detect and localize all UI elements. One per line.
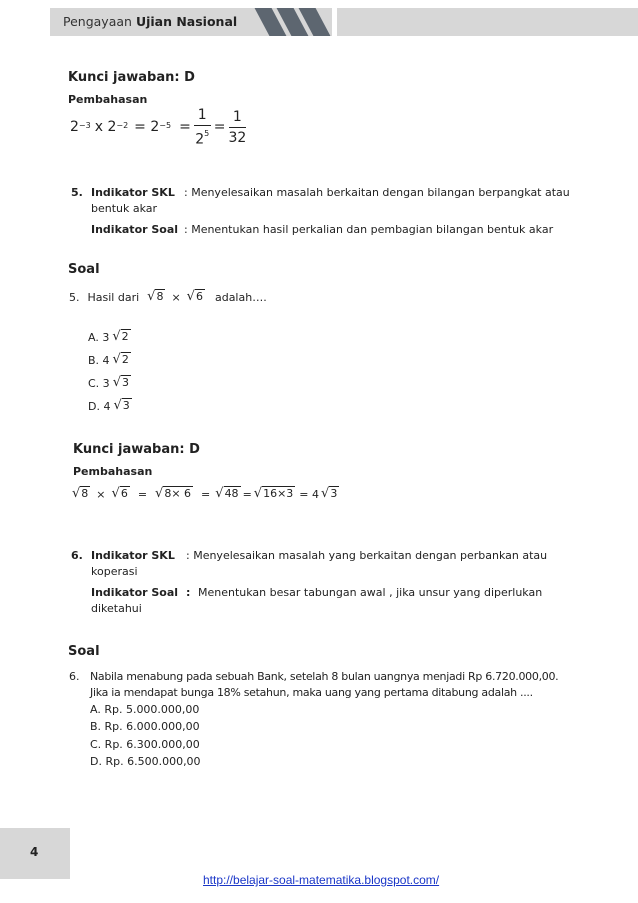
eq1-exp2: −2 [116,120,129,130]
soal-6-option-b: B. Rp. 6.000.000,00 [90,720,200,733]
soal-5-option-c-label: C. 3 [88,377,110,390]
indikator-soal-6-text-cont: diketahui [91,602,142,615]
soal-5-radicand-2: 6 [195,290,203,303]
soal-5-option-d-label: D. 4 [88,400,111,413]
soal-6-heading: Soal [68,644,100,659]
footer-link[interactable]: http://belajar-soal-matematika.blogspot.com/ [203,873,440,887]
eq1-times: x 2 [94,119,117,136]
indikator-6-number: 6. [71,549,83,562]
header-bar-right [337,8,638,36]
indikator-soal-5-label: Indikator Soal [91,223,179,236]
indikator-skl-6-text-cont: koperasi [91,565,138,578]
soal-6-option-a: A. Rp. 5.000.000,00 [90,703,200,716]
soal-5-times: × [171,291,181,304]
soal-5-option-a-radicand: 2 [121,330,129,343]
header-title-bold: Ujian Nasional [135,14,238,29]
indikator-skl-5-text: : Menyelesaikan masalah berkaitan dengan bilangan berpangkat atau [184,186,570,199]
eq2-equals-4: = 4 [299,488,320,501]
header-title [63,14,237,29]
eq2-radicand-5: 16×3 [263,487,294,500]
soal-5-question [69,289,267,304]
eq1-fraction-1 [194,107,211,148]
eq2-radicand-1: 8 [81,487,89,500]
soal-5-number: 5. [69,291,80,304]
header-title-prefix: Pengayaan [63,14,132,29]
soal-5-sqrt-2: √ 6 [186,289,203,304]
eq1-f2-den: 32 [228,129,247,146]
indikator-soal-6-text: Menentukan besar tabungan awal , jika unsur yang diperlukan [198,586,543,599]
soal-5-option-a-label: A. 3 [88,331,110,344]
soal-5-heading: Soal [68,262,100,277]
indikator-soal-5-text: : Menentukan hasil perkalian dan pembagian bilangan bentuk akar [184,223,554,236]
pembahasan-1: Pembahasan [68,93,148,106]
kunci-jawaban-1: Kunci jawaban: D [68,70,195,85]
soal-6-question-line-2: Jika ia mendapat bunga 18% setahun, maka uang yang pertama ditabung adalah .... [90,686,533,699]
eq2-radicand-2: 6 [120,487,128,500]
soal-6-number: 6. [69,670,80,683]
eq2-times: × [96,488,106,501]
eq1-f1-den-exp: 5 [204,129,210,138]
kunci-jawaban-2: Kunci jawaban: D [73,442,200,457]
pembahasan-2: Pembahasan [73,465,153,478]
eq2-sqrt-2: √ 6 [111,486,128,501]
eq1-exp1: −3 [78,120,91,130]
eq2-sqrt-4: √ 48 [215,486,239,501]
eq2-radicand-4: 48 [224,487,239,500]
soal-5-radicand-1: 8 [156,290,164,303]
indikator-skl-5-label: Indikator SKL [91,186,175,199]
soal-5-text-post: adalah…. [214,291,267,304]
soal-5-option-b [88,352,131,367]
eq2-equals-1: = [137,488,148,501]
eq2-sqrt-1: √ 8 [72,486,89,501]
eq2-sqrt-6: √ 3 [321,486,338,501]
eq1-f1-den: 2 [195,131,205,148]
indikator-soal-6-colon: : [186,586,191,599]
eq2-radicand-3: 8× 6 [164,487,192,500]
soal-5-option-d [88,398,132,413]
eq2-equals-3: = [242,488,252,501]
soal-5-option-d-radicand: 3 [122,399,130,412]
soal-5-option-b-radicand: 2 [121,353,129,366]
eq1-equals: = [179,119,191,136]
soal-5-option-a-sqrt: √ 2 [112,329,129,344]
page-number: 4 [30,845,39,859]
soal-5-sqrt-1: √ 8 [147,289,164,304]
eq2-equals-2: = [201,488,211,501]
equation-2 [72,486,339,501]
indikator-5-number: 5. [71,186,83,199]
eq1-base: 2 [70,119,79,136]
indikator-soal-6-label: Indikator Soal [91,586,179,599]
eq1-exp3: −5 [159,120,172,130]
equation-1 [70,107,249,148]
eq2-sqrt-3: √ 8× 6 [155,486,192,501]
soal-6-option-d: D. Rp. 6.500.000,00 [90,755,201,768]
soal-6-question-line-1: Nabila menabung pada sebuah Bank, setelah 8 bulan uangnya menjadi Rp 6.720.000,00. [90,670,559,683]
soal-5-option-d-sqrt: √ 3 [113,398,130,413]
soal-5-option-b-label: B. 4 [88,354,110,367]
eq2-radicand-6: 3 [330,487,338,500]
eq1-f2-num: 1 [229,109,246,128]
eq1-equals-2: = [213,119,226,136]
eq1-f1-num: 1 [194,107,211,126]
indikator-skl-5-text-cont: bentuk akar [91,202,158,215]
soal-5-option-b-sqrt: √ 2 [112,352,129,367]
soal-5-option-c-sqrt: √ 3 [112,375,129,390]
indikator-skl-6-label: Indikator SKL [91,549,175,562]
indikator-skl-6-text: : Menyelesaikan masalah yang berkaitan dengan perbankan atau [186,549,548,562]
soal-5-text-pre: Hasil dari [87,291,140,304]
eq1-mid: = 2 [134,119,160,136]
soal-5-option-c [88,375,131,390]
soal-5-option-c-radicand: 3 [121,376,129,389]
soal-5-option-a [88,329,131,344]
eq2-sqrt-5: √ 16×3 [253,486,294,501]
soal-6-option-c: C. Rp. 6.300.000,00 [90,738,200,751]
eq1-fraction-2 [228,109,246,146]
